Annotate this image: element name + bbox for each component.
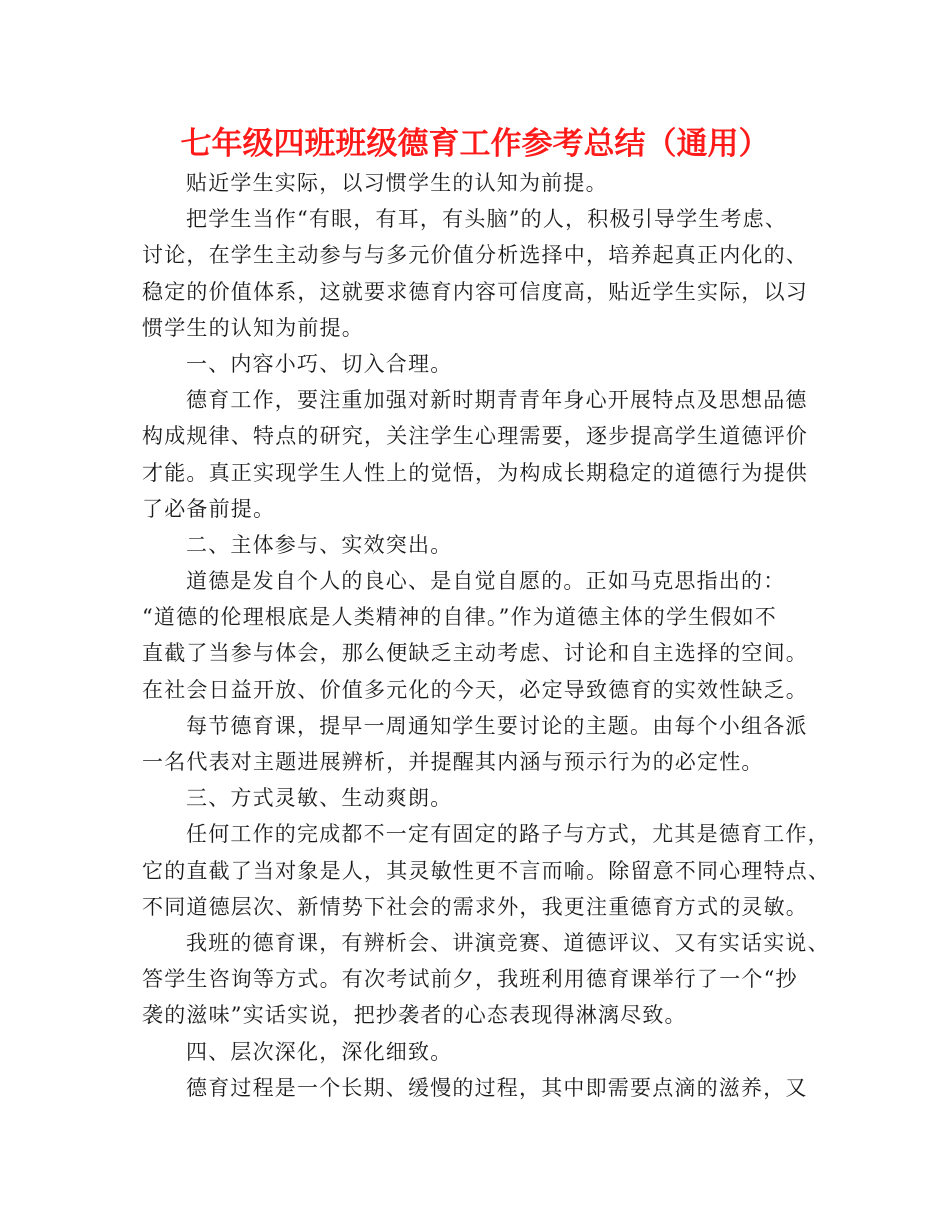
paragraph-line: 它的直截了当对象是人，其灵敏性更不言而喻。除留意不同心理特点、	[142, 858, 831, 883]
paragraph-line: 答学生咨询等方式。有次考试前夕，我班利用德育课举行了一个“抄	[142, 967, 798, 992]
paragraph-line: 袭的滋味”实话实说，把抄袭者的心态表现得淋漓尽致。	[142, 1003, 687, 1028]
paragraph-line: 三、方式灵敏、生动爽朗。	[186, 786, 453, 811]
paragraph-line: 我班的德育课，有辨析会、讲演竞赛、道德评议、又有实话实说、	[186, 930, 830, 955]
paragraph-line: 构成规律、特点的研究，关注学生心理需要，逐步提高学生道德评价	[142, 424, 808, 449]
paragraph-line: “道德的伦理根底是人类精神的自律。”作为道德主体的学生假如不	[142, 605, 777, 630]
paragraph-line: 不同道德层次、新情势下社会的需求外，我更注重德育方式的灵敏。	[142, 894, 808, 919]
paragraph-line: 了必备前提。	[142, 496, 276, 521]
paragraph-line: 讨论，在学生主动参与与多元价值分析选择中，培养起真正内化的、	[142, 243, 808, 268]
paragraph-line: 一、内容小巧、切入合理。	[186, 351, 453, 376]
paragraph-line: 才能。真正实现学生人性上的觉悟，为构成长期稳定的道德行为提供	[142, 460, 808, 485]
paragraph-line: 四、层次深化，深化细致。	[186, 1039, 453, 1064]
paragraph-line: 德育过程是一个长期、缓慢的过程，其中即需要点滴的滋养，又	[186, 1075, 808, 1100]
paragraph-line: 惯学生的认知为前提。	[142, 315, 364, 340]
document-body	[142, 165, 831, 1106]
paragraph-line: 贴近学生实际，以习惯学生的认知为前提。	[186, 171, 608, 195]
document-title: 七年级四班班级德育工作参考总结（通用）	[180, 126, 770, 162]
paragraph-line: 任何工作的完成都不一定有固定的路子与方式，尤其是德育工作，	[186, 822, 830, 847]
paragraph-line: 直截了当参与体会，那么便缺乏主动考虑、讨论和自主选择的空间。	[142, 641, 808, 666]
paragraph-line: 在社会日益开放、价值多元化的今天，必定导致德育的实效性缺乏。	[142, 677, 808, 702]
paragraph-line: 稳定的价值体系，这就要求德育内容可信度高，贴近学生实际，以习	[142, 279, 808, 304]
paragraph-line: 道德是发自个人的良心、是自觉自愿的。正如马克思指出的：	[186, 569, 786, 594]
paragraph-line: 一名代表对主题进展辨析，并提醒其内涵与预示行为的必定性。	[142, 750, 764, 774]
paragraph-line: 二、主体参与、实效突出。	[186, 532, 453, 557]
paragraph-line: 每节德育课，提早一周通知学生要讨论的主题。由每个小组各派	[186, 713, 808, 738]
paragraph-line: 把学生当作“有眼，有耳，有头脑”的人，积极引导学生考虑、	[186, 207, 788, 232]
paragraph-line: 德育工作，要注重加强对新时期青青年身心开展特点及思想品德	[186, 388, 808, 413]
